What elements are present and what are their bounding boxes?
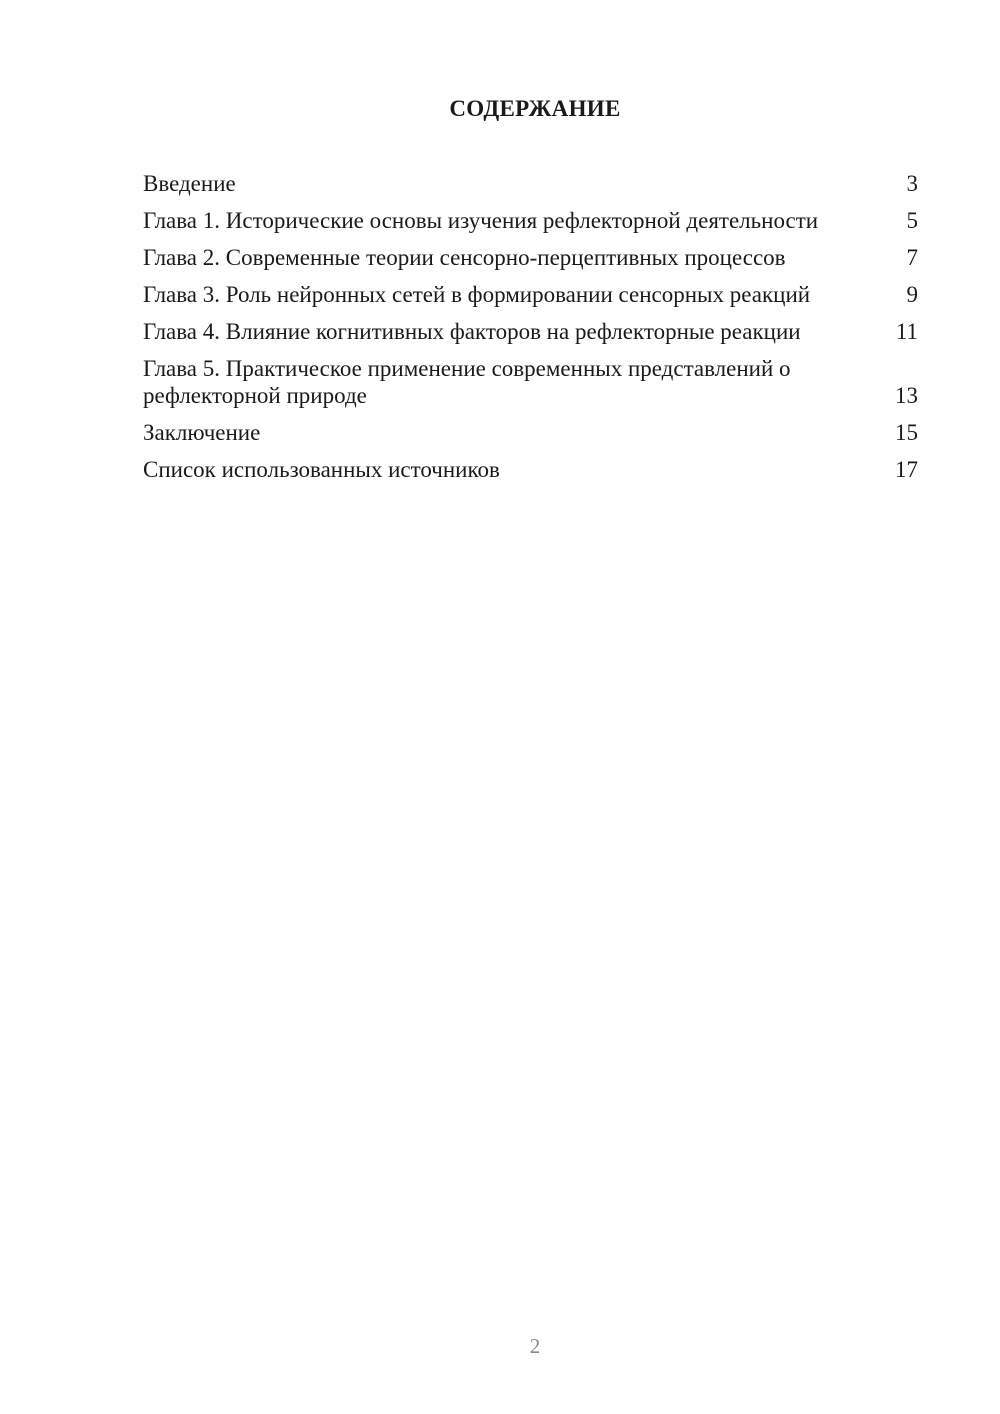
toc-entry-page: 5 [906, 208, 918, 233]
toc-entry-title: Список использованных источников [143, 457, 500, 482]
page-title: СОДЕРЖАНИЕ [449, 96, 621, 121]
toc-entry-page: 15 [895, 420, 918, 445]
toc-entry-page: 9 [906, 282, 918, 307]
toc-entry-page: 17 [895, 457, 918, 482]
toc-entry-title: Глава 5. Практическое применение современных представлений о рефлекторной природе [143, 356, 791, 408]
toc-entry-title: Глава 4. Влияние когнитивных факторов на рефлекторные реакции [143, 319, 801, 344]
toc-entry-title: Глава 1. Исторические основы изучения рефлекторной деятельности [143, 208, 819, 233]
toc-entry-references[interactable] [143, 456, 918, 483]
toc-entry-page: 11 [895, 319, 918, 344]
toc-entry-title: Глава 2. Современные теории сенсорно-перцептивных процессов [143, 245, 786, 270]
toc-entry-page: 3 [906, 171, 918, 196]
toc-entry-chapter-4[interactable] [143, 318, 918, 345]
toc-entry-chapter-5[interactable] [143, 355, 918, 409]
toc-entry-introduction[interactable] [143, 170, 918, 197]
page-number: 2 [529, 1334, 541, 1358]
toc-entry-title: Введение [143, 171, 236, 196]
toc-entry-title: Глава 3. Роль нейронных сетей в формировании сенсорных реакций [143, 282, 811, 307]
table-of-contents [143, 170, 918, 493]
toc-entry-page: 13 [895, 383, 918, 408]
toc-entry-title: Заключение [143, 420, 261, 445]
toc-entry-page: 7 [906, 245, 918, 270]
toc-entry-chapter-3[interactable] [143, 281, 918, 308]
toc-entry-chapter-2[interactable] [143, 244, 918, 271]
toc-entry-chapter-1[interactable] [143, 207, 918, 234]
toc-entry-conclusion[interactable] [143, 419, 918, 446]
